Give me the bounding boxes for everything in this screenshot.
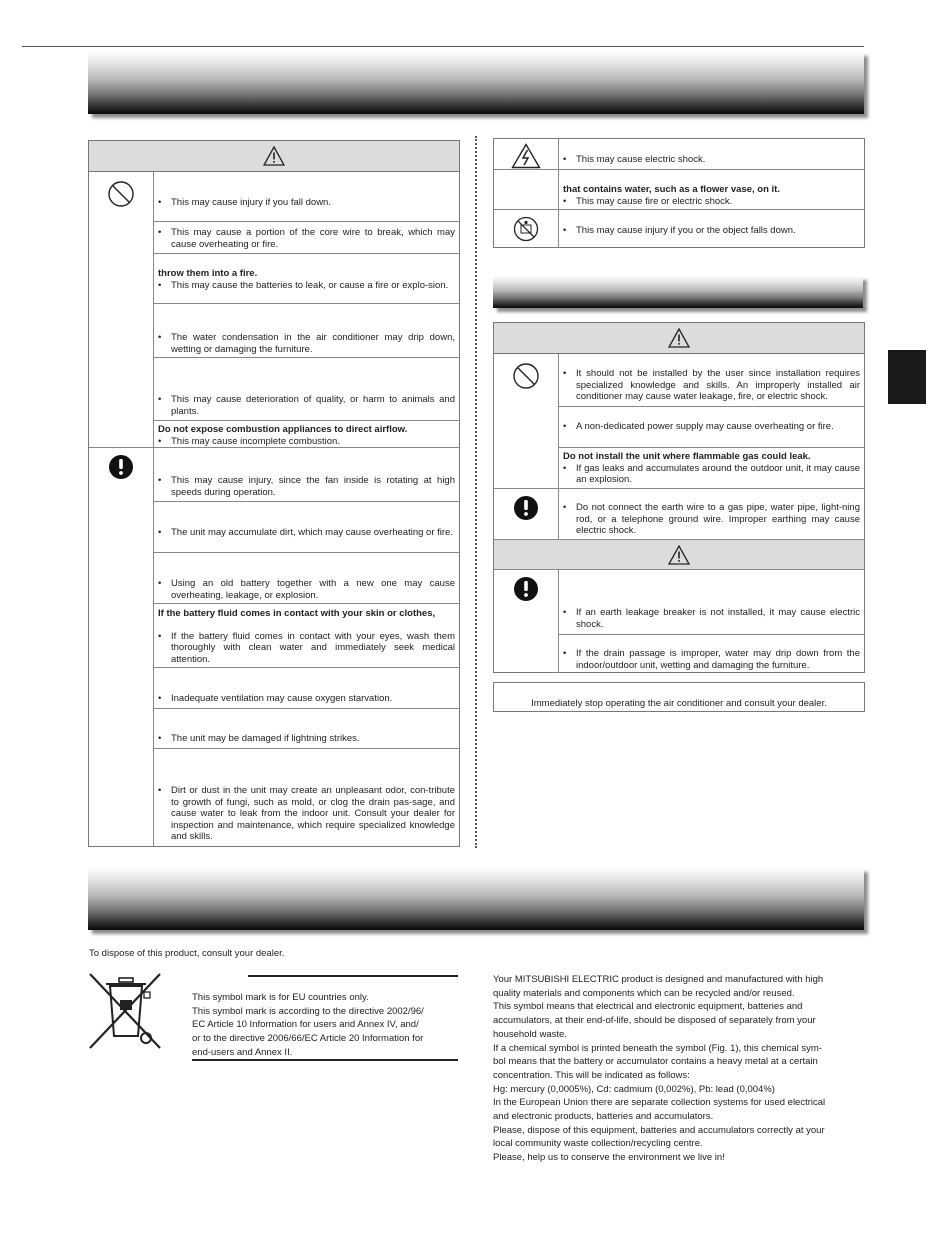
chapter-tab: [888, 350, 926, 404]
warning-bullet: • This may cause the batteries to leak, or cause a fire or explo-sion.: [158, 280, 455, 292]
warning-bold: If the battery fluid comes in contact with your skin or clothes,: [158, 608, 436, 619]
installation-warning-header: [494, 323, 864, 354]
crossed-out-bin-icon: [86, 970, 166, 1052]
install-mandatory-section: [494, 488, 864, 540]
warning-bullet: • The water condensation in the air conditioner may drip down, wetting or damaging the furniture.: [158, 332, 455, 355]
warning-item: [559, 139, 864, 169]
warning-bullet: • This may cause incomplete combustion.: [158, 436, 455, 448]
paragraph-line: If a chemical symbol is printed beneath the symbol (Fig. 1), this chemical sym-: [493, 1042, 822, 1054]
no-entry-circle-icon: [512, 362, 540, 390]
warning-bullet: • This may cause injury if you or the object falls down.: [563, 225, 860, 237]
prohibited-section: [89, 172, 459, 447]
eu-line: This symbol mark is according to the directive 2002/96/: [192, 1005, 424, 1017]
warning-bold: that contains water, such as a flower vase, on it.: [563, 184, 780, 195]
eu-line: EC Article 10 Information for users and Annex IV, and/: [192, 1019, 419, 1031]
column-divider: [475, 136, 477, 848]
shock-icon-column: [494, 139, 559, 169]
warning-bullet: • A non-dedicated power supply may cause overheating or fire.: [563, 421, 860, 433]
warning-bullet: • The unit may accumulate dirt, which may cause overheating or fire.: [158, 527, 455, 539]
exclamation-disc-icon: [513, 576, 539, 602]
installation-table: [493, 322, 865, 673]
warning-item: [559, 406, 864, 448]
warning-bullet: • Dirt or dust in the unit may create an unpleasant odor, con-tribute to growth of fungi, such as mold, or clog the drain pas-sage, and cause water to leak from the indoor unit. Consult your dealer for inspection and maintenance, which require specialized knowledge and skills.: [158, 785, 455, 843]
warning-item: [154, 253, 459, 304]
warning-header: [89, 141, 459, 172]
warning-bullet: • Inadequate ventilation may cause oxygen starvation.: [158, 693, 455, 705]
warning-item: [154, 420, 459, 448]
warning-item: [559, 570, 864, 634]
eu-line: end-users and Annex II.: [192, 1046, 293, 1058]
warning-item: [154, 303, 459, 358]
warning-bullet: • Using an old battery together with a new one may cause overheating, leakage, or explosion.: [158, 578, 455, 601]
warning-item: [154, 552, 459, 604]
paragraph-line: concentration. This will be indicated as follows:: [493, 1069, 690, 1081]
warning-item: [559, 447, 864, 489]
warning-bullet: • Do not connect the earth wire to a gas pipe, water pipe, light-ning rod, or a telephone ground wire. Improper earthing may cause electric shock.: [563, 502, 860, 537]
top-rule: [22, 46, 864, 47]
paragraph-line: Hg: mercury (0,0005%), Cd: cadmium (0,002%), Pb: lead (0,004%): [493, 1083, 775, 1095]
mandatory-icon-column: [494, 489, 559, 540]
mandatory-icon-column: [89, 448, 154, 846]
electric-shock-triangle-icon: [511, 143, 541, 169]
electric-warning-table: [493, 138, 865, 248]
disposal-header-banner: [88, 868, 864, 930]
climb-icon-column: [494, 210, 559, 248]
warning-item: [154, 748, 459, 847]
empty-icon-column: [494, 170, 559, 210]
disposal-paragraph: [493, 973, 865, 1165]
warning-item: [154, 448, 459, 501]
paragraph-line: accumulators, at their end-of-life, should be disposed of separately from your: [493, 1015, 816, 1027]
exclamation-disc-icon: [513, 495, 539, 521]
warning-bullet: • This may cause deterioration of quality, or harm to animals and plants.: [158, 394, 455, 417]
disposal-intro: To dispose of this product, consult your dealer.: [89, 948, 285, 959]
warning-item: [154, 221, 459, 254]
paragraph-line: bol means that the battery or accumulator contains a heavy metal at a certain: [493, 1056, 818, 1068]
warning-item: [559, 210, 864, 248]
warning-bullet: • This may cause fire or electric shock.: [563, 196, 860, 208]
paragraph-line: quality materials and components which can be recycled and/or reused.: [493, 987, 795, 999]
abnormal-situation-box: [493, 682, 865, 712]
warning-bold: throw them into a fire.: [158, 268, 258, 279]
eu-notice: [192, 991, 460, 1060]
warning-item: [154, 501, 459, 553]
safety-header-banner: [88, 52, 864, 114]
install-prohibited-section: [494, 354, 864, 488]
warning-table: [88, 140, 460, 847]
mandatory-icon-column: [494, 570, 559, 673]
warning-item: [154, 603, 459, 668]
mandatory-section: [89, 447, 459, 846]
warning-bullet: • The unit may be damaged if lightning strikes.: [158, 733, 455, 745]
warning-bullet: • This may cause injury, since the fan inside is rotating at high speeds during operation.: [158, 475, 455, 498]
warning-item: [154, 172, 459, 221]
warning-triangle-icon: [668, 328, 690, 348]
eu-rule-bottom: [192, 1059, 458, 1061]
paragraph-line: In the European Union there are separate collection systems for used electrical: [493, 1097, 826, 1109]
warning-item: [154, 357, 459, 421]
warning-item: [154, 708, 459, 749]
shock-row: [494, 139, 864, 169]
warning-bullet: • If the battery fluid comes in contact with your eyes, wash them thoroughly with clean water and immediately seek medical attention.: [158, 631, 455, 666]
water-row: [494, 169, 864, 210]
warning-bullet: • If an earth leakage breaker is not installed, it may cause electric shock.: [563, 607, 860, 630]
eu-rule-top: [248, 975, 458, 977]
paragraph-line: Please, dispose of this equipment, batteries and accumulators correctly at your: [493, 1124, 825, 1136]
warning-item: [154, 667, 459, 709]
warning-item: [559, 489, 864, 540]
installation-header-banner: [493, 276, 863, 308]
eu-line: or to the directive 2006/66/EC Article 20 Information for: [192, 1033, 424, 1045]
caution-header: [494, 539, 864, 570]
warning-bold: Do not expose combustion appliances to direct airflow.: [158, 424, 408, 435]
eu-line: This symbol mark is for EU countries only.: [192, 992, 369, 1003]
prohibited-icon-column: [89, 172, 154, 447]
warning-bold: Do not install the unit where flammable gas could leak.: [563, 451, 811, 462]
abnormal-text: Immediately stop operating the air conditioner and consult your dealer.: [531, 698, 827, 709]
warning-bullet: • If gas leaks and accumulates around the outdoor unit, it may cause an explosion.: [563, 463, 860, 486]
paragraph-line: and electronic products, batteries and accumulators.: [493, 1111, 714, 1123]
paragraph-line: Your MITSUBISHI ELECTRIC product is designed and manufactured with high: [493, 974, 824, 985]
warning-bullet: • If the drain passage is improper, water may drip down from the indoor/outdoor unit, wetting and damaging the furniture.: [563, 648, 860, 671]
exclamation-disc-icon: [108, 454, 134, 480]
warning-item: [559, 354, 864, 406]
warning-triangle-icon: [263, 146, 285, 166]
warning-item: [559, 170, 864, 210]
warning-bullet: • This may cause a portion of the core wire to break, which may cause overheating or fire.: [158, 227, 455, 250]
warning-bullet: • This may cause electric shock.: [563, 154, 860, 166]
warning-bullet: • This may cause injury if you fall down.: [158, 197, 455, 209]
paragraph-line: Please, help us to conserve the environment we live in!: [493, 1152, 725, 1164]
climb-row: [494, 209, 864, 248]
warning-bullet: • It should not be installed by the user since installation requires specialized knowledge and skills. An improperly installed air conditioner may cause water leakage, fire, or electric shock.: [563, 368, 860, 403]
paragraph-line: local community waste collection/recycling centre.: [493, 1138, 703, 1150]
no-stepping-icon: [513, 216, 539, 242]
prohibited-icon-column: [494, 354, 559, 488]
no-entry-circle-icon: [107, 180, 135, 208]
caution-triangle-icon: [668, 545, 690, 565]
warning-item: [559, 634, 864, 674]
paragraph-line: This symbol means that electrical and electronic equipment, batteries and: [493, 1001, 803, 1013]
paragraph-line: household waste.: [493, 1028, 567, 1040]
install-caution-section: [494, 569, 864, 673]
